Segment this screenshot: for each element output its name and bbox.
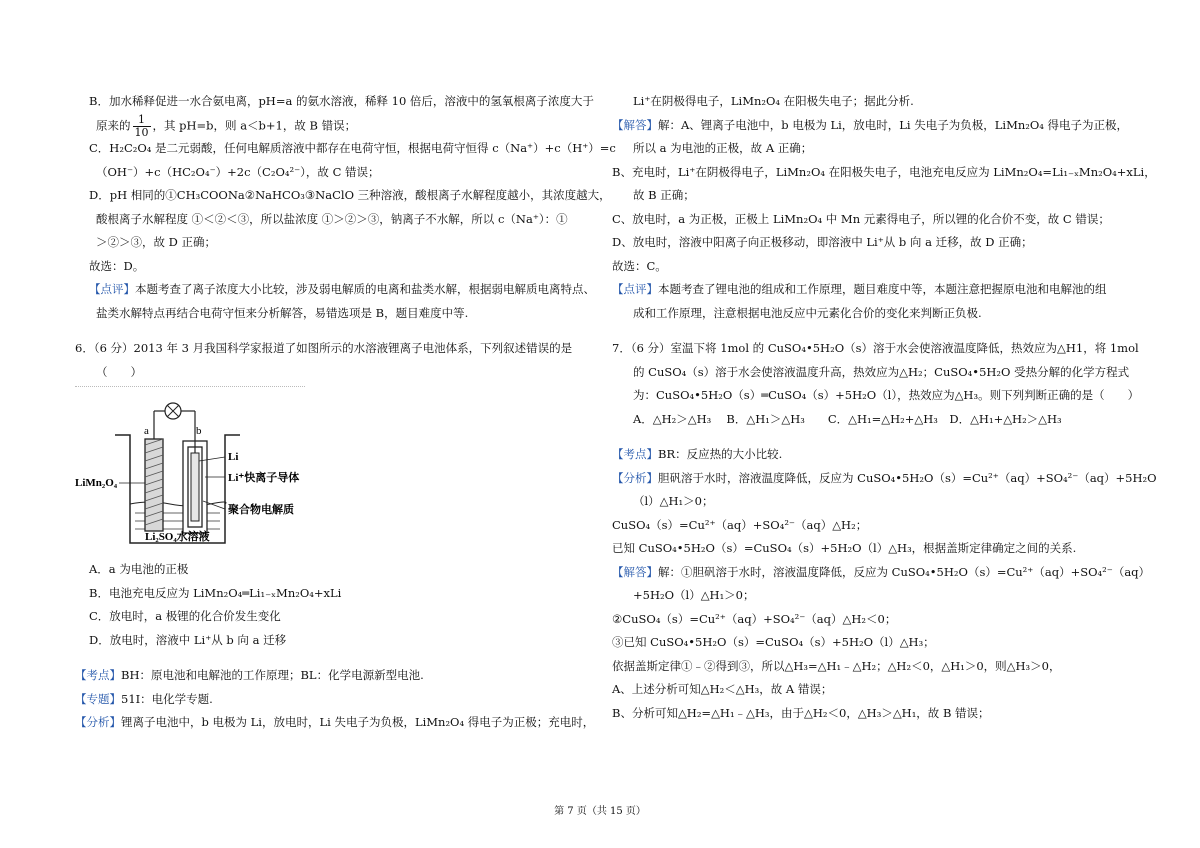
q7-jieda-line7: B、分析可知△H₂=△H₁﹣△H₃，由于△H₂＜0，△H₃＞△H₁，故 B 错误； [612,705,990,720]
q5-comment-line1: 【点评】本题考查了离子浓度大小比较，涉及弱电解质的电离和盐类水解，根据弱电解质电离特点、 [89,282,595,296]
q7-jieda-line5: 依据盖斯定律①﹣②得到③，所以△H₃=△H₁﹣△H₂；△H₂＜0，△H₁＞0，则△H₃＞0， [612,658,1061,673]
q6-fenxi: 【分析】锂离子电池中，b 电极为 Li，放电时，Li 失电子为负极，LiMn₂O₄ 得电子为正极；充电时， [75,715,595,729]
q6-jieda-line3: B、充电时，Li⁺在阴极得电子，LiMn₂O₄ 在阳极失电子，电池充电反应为 LiMn₂O₄=Li₁₋ₓMn₂O₄+xLi， [612,164,1156,179]
label-a: a [144,425,149,437]
q7-stem-line3: 为：CuSO₄•5H₂O（s）═CuSO₄（s）+5H₂O（l），热效应为△H₃。则下列判断正确的是（ ） [633,388,1140,402]
label-b: b [196,425,202,437]
q7-kaodian: 【考点】BR：反应热的大小比较. [612,447,783,461]
q7-stem-line1: 7．（6 分）室温下将 1mol 的 CuSO₄•5H₂O（s）溶于水会使溶液温度降低，热效应为△H1，将 1mol [612,341,1139,355]
q6-option-c: C．放电时，a 极锂的化合价发生变化 [89,609,281,623]
q6-kaodian: 【考点】BH：原电池和电解池的工作原理；BL：化学电源新型电池. [75,668,424,682]
q6-stem-line2: （ ） [96,364,142,379]
q5-option-b-line1: B．加水稀释促进一水合氨电离，pH=a 的氨水溶液，稀释 10 倍后，溶液中的氢氧根离子浓度大于 [89,94,594,108]
q7-stem-line2: 的 CuSO₄（s）溶于水会使溶液温度升高，热效应为△H₂；CuSO₄•5H₂O 受热分解的化学方程式 [633,364,1130,379]
q7-jieda-line6: A、上述分析可知△H₂＜△H₃，故 A 错误； [612,682,833,696]
q5-option-c-line1: C．H₂C₂O₄ 是二元弱酸，任何电解质溶液中都存在电荷守恒，根据电荷守恒得 c（Na⁺）+c（H⁺）=c [89,141,616,155]
q5-option-c-line2: （OH⁻）+c（HC₂O₄⁻）+2c（C₂O₄²⁻），故 C 错误； [96,164,380,179]
q6-jieda-line2: 所以 a 为电池的正极，故 A 正确； [633,141,813,155]
q7-jieda-line1: 【解答】解：①胆矾溶于水时，溶液温度降低，反应为 CuSO₄•5H₂O（s）=Cu²⁺（aq）+SO₄²⁻（aq） [612,564,1151,579]
q6-jieda-line5: C、放电时，a 为正极，正极上 LiMn₂O₄ 中 Mn 元素得电子，所以锂的化合价不变，故 C 错误； [612,211,1110,226]
comment-tag: 【点评】 [89,282,135,296]
q5-option-d-line1: D．pH 相同的①CH₃COONa②NaHCO₃③NaClO 三种溶液，酸根离子水解程度越小，其浓度越大， [89,188,611,202]
q6-answer: 故选：C。 [612,258,667,273]
q7-options: A．△H₂＞△H₃ B．△H₁＞△H₃ C．△H₁=△H₂+△H₃ D．△H₁+△H₂＞△H₃ [633,411,1062,426]
dotted-divider [75,386,305,397]
q5-option-b-line2: 原来的 $\frac{1}{10}$ ，其 pH=b，则 a＜b+1，故 B 错误； [96,112,357,139]
q7-fenxi-line3: CuSO₄（s）=Cu²⁺（aq）+SO₄²⁻（aq）△H₂； [612,517,868,532]
q6-jieda-line1: 【解答】解：A、锂离子电池中，b 电极为 Li，放电时，Li 失电子为负极，LiMn₂O₄ 得电子为正极， [612,117,1129,132]
q5-option-d-line3: ＞②＞③，故 D 正确； [96,235,217,249]
fraction: $\frac{1}{10}$ [134,112,149,139]
right-column [612,90,1157,725]
q6-jieda-line6: D、放电时，溶液中阳离子向正极移动，即溶液中 Li⁺从 b 向 a 迁移，故 D 正确； [612,235,1033,249]
q6-option-a: A．a 为电池的正极 [89,562,189,576]
q5-comment-line2: 盐类水解特点再结合电荷守恒来分析解答，易错选项是 B，题目难度中等. [96,305,469,320]
left-column [75,90,616,735]
q6-option-d: D．放电时，溶液中 Li⁺从 b 向 a 迁移 [89,632,287,647]
q5-answer: 故选：D。 [89,258,145,273]
q6-comment-line2: 成和工作原理，注意根据电池反应中元素化合价的变化来判断正负极. [633,305,982,320]
q5-option-d-line2: 酸根离子水解程度 ①＜②＜③，所以盐浓度 ①＞②＞③，钠离子不水解，所以 c（Na⁺）：① [96,211,568,226]
label-solution: Li₂SO₄水溶液 [145,531,210,543]
q6-stem-line1: 6．（6 分）2013 年 3 月我国科学家报道了如图所示的水溶液锂离子电池体系，下列叙述错误的是 [75,341,573,355]
q7-jieda-line4: ③已知 CuSO₄•5H₂O（s）=CuSO₄（s）+5H₂O（l）△H₃； [612,635,935,649]
label-li: Li [228,451,239,463]
label-polymer-electrolyte: 聚合物电解质 [228,504,294,516]
q6-zhuanti: 【专题】51I：电化学专题. [75,691,213,706]
label-limn2o4: LiMn₂O₄ [75,477,118,489]
q7-jieda-line3: ②CuSO₄（s）=Cu²⁺（aq）+SO₄²⁻（aq）△H₂＜0； [612,611,897,626]
q7-jieda-line2: +5H₂O（l）△H₁＞0； [633,588,755,602]
q6-option-b: B．电池充电反应为 LiMn₂O₄═Li₁₋ₓMn₂O₄+xLi [89,585,342,600]
q6-comment-line1: 【点评】本题考查了锂电池的组成和工作原理，题目难度中等，本题注意把握原电池和电解池的组 [612,282,1107,296]
q7-fenxi-line1: 【分析】胆矾溶于水时，溶液温度降低，反应为 CuSO₄•5H₂O（s）=Cu²⁺（aq）+SO₄²⁻（aq）+5H₂O [612,470,1157,485]
label-conductor: Li⁺快离子导体 [228,472,300,484]
q7-fenxi-line2: （l）△H₁＞0； [633,494,714,508]
q6-fenxi-cont: Li⁺在阴极得电子，LiMn₂O₄ 在阳极失电子；据此分析. [633,94,914,108]
q6-jieda-line4: 故 B 正确； [633,188,695,202]
page-footer: 第 7 页（共 15 页） [554,806,646,817]
q7-fenxi-line4: 已知 CuSO₄•5H₂O（s）=CuSO₄（s）+5H₂O（l）△H₃，根据盖斯定律确定之间的关系. [612,541,1077,555]
battery-diagram [75,401,375,551]
